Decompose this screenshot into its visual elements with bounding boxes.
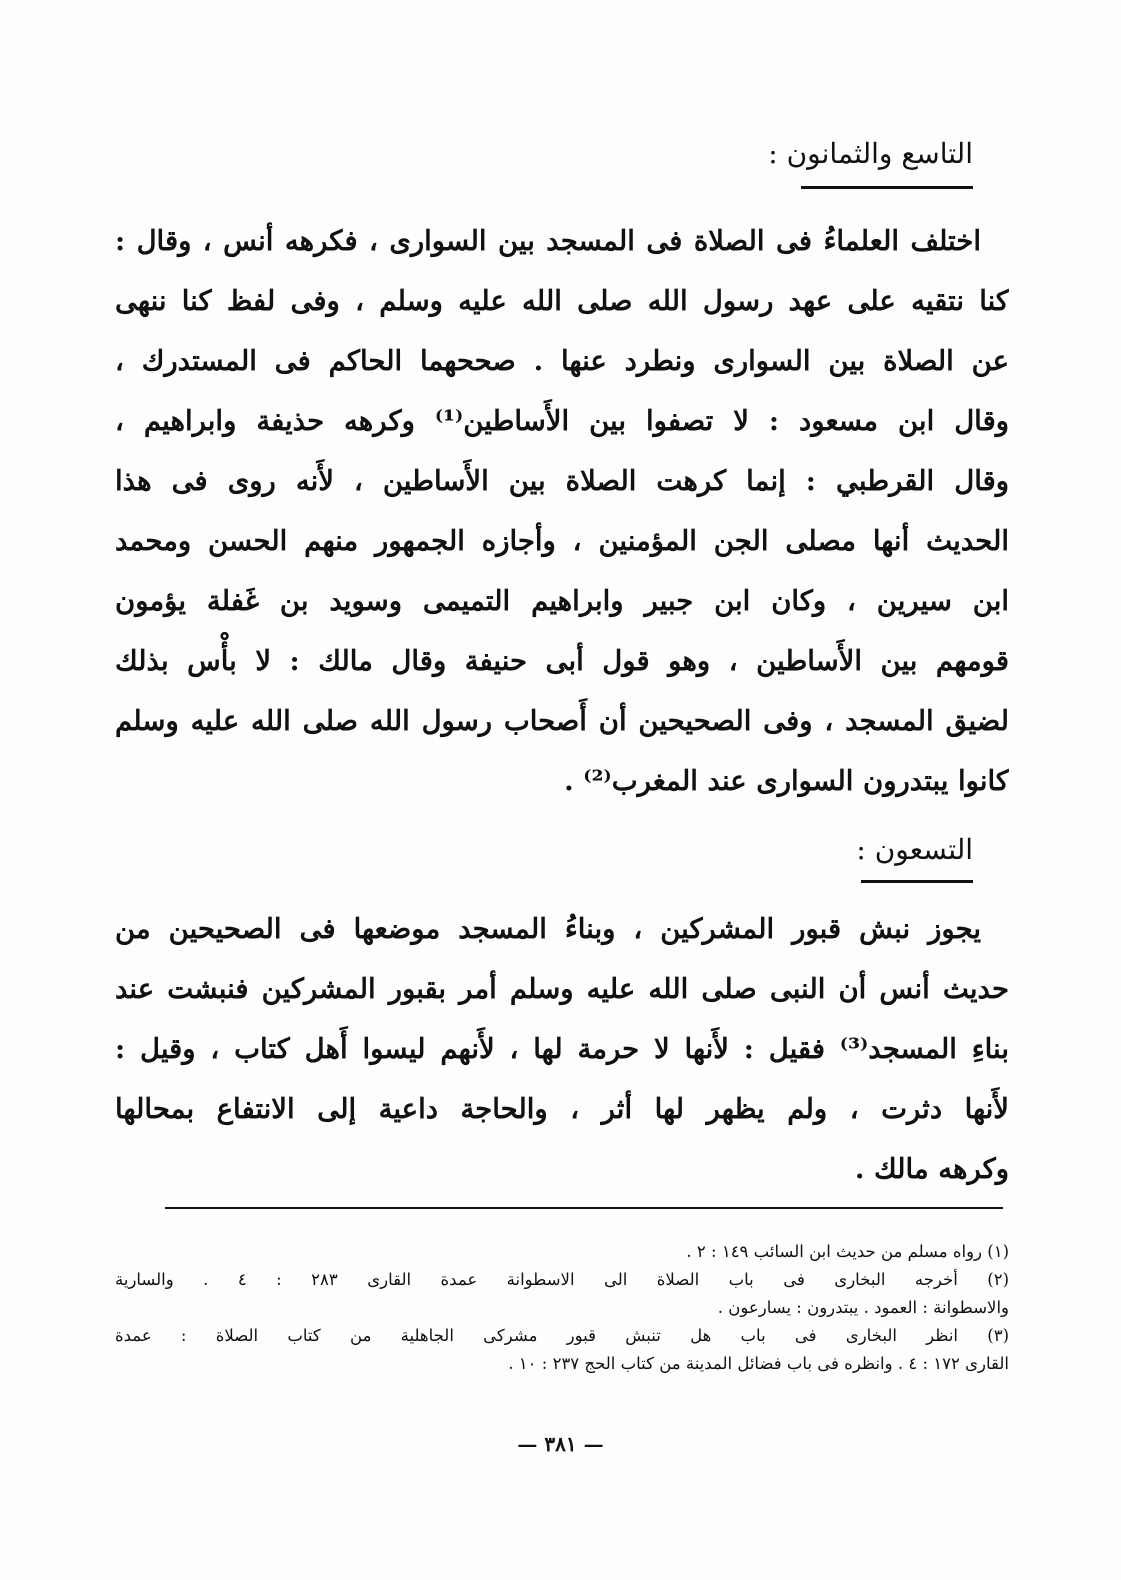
- paragraph-line: قومهم بين الأَساطين ، وهو قول أبى حنيفة وقال مالك : لا بأْس بذلك: [115, 645, 1009, 677]
- paragraph-line: كانوا يبتدرون السوارى عند المغرب⁽²⁾ .: [564, 765, 1009, 797]
- paragraph-line: الحديث أنها مصلى الجن المؤمنين ، وأجازه الجمهور منهم الحسن ومحمد: [115, 525, 1009, 557]
- footnote-line: (٢) أخرجه البخارى فى باب الصلاة الى الاسطوانة عمدة القارى ٢٨٣ : ٤ . والسارية: [115, 1270, 1009, 1289]
- paragraph-line: لضيق المسجد ، وفى الصحيحين أن أَصحاب رسول الله صلى الله عليه وسلم: [115, 705, 1009, 737]
- page-number: — ٣٨١ —: [517, 1432, 604, 1456]
- section-heading-90: التسعون :: [856, 833, 973, 866]
- paragraph-line: وقال ابن مسعود : لا تصفوا بين الأَساطين⁽¹⁾ وكرهه حذيفة وابراهيم ،: [115, 405, 1009, 437]
- paragraph-line: وقال القرطبي : إنما كرهت الصلاة بين الأَساطين ، لأَنه روى فى هذا: [115, 465, 1009, 497]
- paragraph-line: يجوز نبش قبور المشركين ، وبناءُ المسجد موضعها فى الصحيحين من: [115, 913, 981, 945]
- footnotes: [115, 1238, 1009, 1378]
- section-90-paragraph: [115, 899, 1009, 1199]
- paragraph-line: عن الصلاة بين السوارى ونطرد عنها . صححهما الحاكم فى المستدرك ،: [115, 345, 1009, 377]
- paragraph-line: لأَنها دثرت ، ولم يظهر لها أثر ، والحاجة داعية إلى الانتفاع بمحالها: [115, 1093, 1009, 1125]
- paragraph-line: حديث أنس أن النبى صلى الله عليه وسلم أمر بقبور المشركين فنبشت عند: [115, 973, 1009, 1005]
- paragraph-line: وكرهه مالك .: [854, 1153, 1009, 1185]
- footnote-line: القارى ١٧٢ : ٤ . وانظره فى باب فضائل المدينة من كتاب الحج ٢٣٧ : ١٠ .: [508, 1354, 1009, 1373]
- heading-underline-89: [801, 186, 973, 189]
- section-heading-89: التاسع والثمانون :: [768, 137, 973, 170]
- heading-underline-90: [861, 880, 973, 883]
- footnote-line: والاسطوانة : العمود . يبتدرون : يسارعون .: [717, 1298, 1009, 1317]
- paragraph-line: بناءِ المسجد⁽³⁾ فقيل : لأَنها لا حرمة لها ، لأَنهم ليسوا أَهل كتاب ، وقيل :: [115, 1033, 1009, 1065]
- section-89-paragraph: [115, 211, 1009, 811]
- footnote-line: (٣) انظر البخارى فى باب هل تنبش قبور مشركى الجاهلية من كتاب الصلاة : عمدة: [115, 1326, 1009, 1345]
- footnote-line: (١) رواه مسلم من حديث ابن السائب ١٤٩ : ٢ .: [686, 1242, 1009, 1261]
- paragraph-line: اختلف العلماءُ فى الصلاة فى المسجد بين السوارى ، فكرهه أنس ، وقال :: [115, 225, 981, 257]
- paragraph-line: كنا نتقيه على عهد رسول الله صلى الله عليه وسلم ، وفى لفظ كنا ننهى: [115, 285, 1009, 317]
- paragraph-line: ابن سيرين ، وكان ابن جبير وابراهيم التميمى وسويد بن غَفلة يؤمون: [115, 585, 1009, 617]
- footnote-separator: [165, 1207, 1003, 1209]
